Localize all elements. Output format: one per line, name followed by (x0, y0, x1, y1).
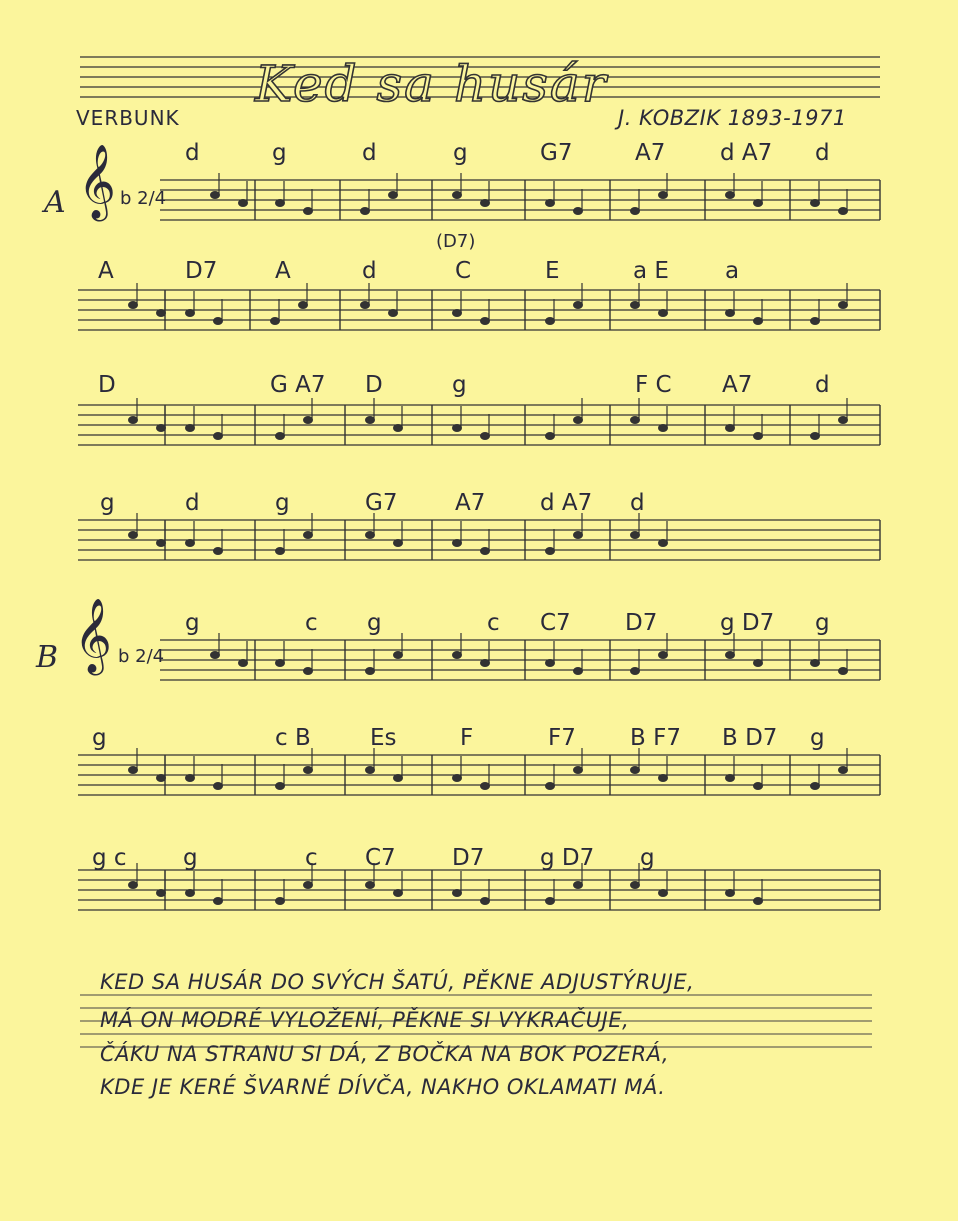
chord-symbol: g (452, 372, 467, 398)
notehead (754, 660, 763, 667)
notehead (726, 652, 735, 659)
section-label-a: A (44, 185, 66, 220)
chord-symbol: D7 (452, 845, 485, 871)
chord-symbol: F7 (548, 725, 576, 751)
notehead (157, 425, 166, 432)
notehead (574, 417, 583, 424)
notehead (546, 783, 555, 790)
chord-symbol: g D7 (540, 845, 595, 871)
chord-symbol: g (453, 140, 468, 166)
notehead (726, 775, 735, 782)
chord-symbol: g (92, 725, 107, 751)
chord-symbol: g c (92, 845, 127, 871)
notehead (754, 783, 763, 790)
chord-symbol: g (815, 610, 830, 636)
chord-symbol: Es (370, 725, 397, 751)
notehead (366, 767, 375, 774)
notehead (481, 200, 490, 207)
notehead (276, 433, 285, 440)
notehead (157, 890, 166, 897)
notehead (811, 200, 820, 207)
chord-symbol: g (183, 845, 198, 871)
notehead (394, 425, 403, 432)
notehead (186, 425, 195, 432)
notehead (546, 660, 555, 667)
notehead (453, 890, 462, 897)
notehead (214, 433, 223, 440)
notehead (276, 548, 285, 555)
section-label-b: B (36, 640, 59, 675)
notehead (726, 310, 735, 317)
notehead (659, 652, 668, 659)
chord-symbol: c B (275, 725, 311, 751)
notehead (574, 532, 583, 539)
notehead (129, 882, 138, 889)
notehead (304, 668, 313, 675)
notehead (276, 200, 285, 207)
chord-symbol: g (185, 610, 200, 636)
notehead (239, 200, 248, 207)
notehead (214, 783, 223, 790)
treble-clef-icon: 𝄞 (74, 599, 112, 673)
chord-symbol: c (487, 610, 500, 636)
chord-symbol: c (305, 610, 318, 636)
chord-symbol: D7 (625, 610, 658, 636)
notehead (481, 898, 490, 905)
notehead (211, 192, 220, 199)
chord-symbol: G7 (540, 140, 573, 166)
chord-symbol: d (362, 258, 377, 284)
notehead (304, 208, 313, 215)
notehead (361, 302, 370, 309)
chord-symbol: g (100, 490, 115, 516)
notehead (631, 767, 640, 774)
chord-symbol: G7 (365, 490, 398, 516)
notehead (453, 425, 462, 432)
notehead (754, 898, 763, 905)
notehead (157, 540, 166, 547)
notehead (394, 540, 403, 547)
notehead (394, 652, 403, 659)
notehead (304, 532, 313, 539)
notehead (839, 417, 848, 424)
lyric-line: KDE JE KERÉ ŠVARNÉ DÍVČA, NAKHO OKLAMATI MÁ. (100, 1075, 666, 1099)
chord-symbol: D7 (185, 258, 218, 284)
notehead (481, 433, 490, 440)
chord-symbol: d (185, 490, 200, 516)
notehead (839, 668, 848, 675)
chord-symbol: c (305, 845, 318, 871)
treble-clef-icon: 𝄞 (78, 145, 116, 219)
notehead (157, 775, 166, 782)
notehead (811, 318, 820, 325)
notehead (659, 890, 668, 897)
notehead (304, 417, 313, 424)
notehead (574, 882, 583, 889)
chord-symbol: B F7 (630, 725, 681, 751)
notehead (546, 200, 555, 207)
notehead (481, 318, 490, 325)
notehead (453, 652, 462, 659)
notehead (726, 425, 735, 432)
notehead (304, 882, 313, 889)
notehead (366, 417, 375, 424)
notehead (211, 652, 220, 659)
notehead (546, 318, 555, 325)
notehead (304, 767, 313, 774)
notehead (366, 882, 375, 889)
notehead (214, 548, 223, 555)
notehead (546, 433, 555, 440)
notehead (129, 417, 138, 424)
notehead (361, 208, 370, 215)
notehead (574, 767, 583, 774)
notehead (129, 767, 138, 774)
chord-symbol: d A7 (720, 140, 773, 166)
chord-symbol: d (185, 140, 200, 166)
chord-symbol: A7 (455, 490, 486, 516)
chord-symbol: A7 (635, 140, 666, 166)
notehead (366, 532, 375, 539)
notehead (186, 890, 195, 897)
chord-symbol: A (275, 258, 291, 284)
notehead (631, 417, 640, 424)
notehead (631, 302, 640, 309)
chord-symbol: F (460, 725, 474, 751)
notehead (299, 302, 308, 309)
chord-symbol: C7 (365, 845, 396, 871)
notehead (574, 302, 583, 309)
chord-symbol: B D7 (722, 725, 778, 751)
chord-symbol: d A7 (540, 490, 593, 516)
notehead (754, 318, 763, 325)
notehead (239, 660, 248, 667)
notehead (276, 660, 285, 667)
chord-symbol: d (630, 490, 645, 516)
chord-symbol: F C (635, 372, 672, 398)
notehead (453, 775, 462, 782)
notehead (389, 310, 398, 317)
chord-symbol: D (98, 372, 116, 398)
notehead (276, 783, 285, 790)
notehead (631, 532, 640, 539)
chord-symbol: g (272, 140, 287, 166)
chord-symbol: D (365, 372, 383, 398)
notehead (726, 192, 735, 199)
chord-symbol: a E (633, 258, 669, 284)
notehead (659, 540, 668, 547)
chord-symbol: d (815, 372, 830, 398)
notehead (546, 548, 555, 555)
notehead (214, 318, 223, 325)
notehead (839, 302, 848, 309)
notehead (453, 192, 462, 199)
notehead (754, 200, 763, 207)
notehead (481, 660, 490, 667)
notehead (481, 783, 490, 790)
composer-credit: J. KOBZIK 1893-1971 (618, 106, 847, 130)
chord-symbol: g (275, 490, 290, 516)
chord-symbol: d (362, 140, 377, 166)
notehead (659, 775, 668, 782)
notehead (631, 668, 640, 675)
notehead (157, 310, 166, 317)
notehead (366, 668, 375, 675)
chord-symbol: A (98, 258, 114, 284)
song-title: Ked sa husár (255, 55, 608, 113)
notehead (811, 783, 820, 790)
notehead (631, 208, 640, 215)
notehead (631, 882, 640, 889)
notehead (453, 540, 462, 547)
notehead (214, 898, 223, 905)
lyric-line: ČÁKU NA STRANU SI DÁ, Z BOČKA NA BOK POZERÁ, (100, 1042, 670, 1066)
notehead (271, 318, 280, 325)
chord-symbol: g (810, 725, 825, 751)
notehead (811, 433, 820, 440)
chord-symbol: a (725, 258, 740, 284)
notehead (394, 775, 403, 782)
notehead (276, 898, 285, 905)
notehead (129, 532, 138, 539)
notehead (574, 668, 583, 675)
lyric-line: KED SA HUSÁR DO SVÝCH ŠATÚ, PĚKNE ADJUSTÝRUJE, (100, 970, 695, 994)
notehead (574, 208, 583, 215)
notehead (754, 433, 763, 440)
chord-symbol: A7 (722, 372, 753, 398)
key-signature-a: b 2/4 (120, 188, 167, 209)
chord-symbol: C (455, 258, 472, 284)
chord-symbol: g D7 (720, 610, 775, 636)
notehead (394, 890, 403, 897)
chord-symbol: E (545, 258, 560, 284)
notehead (186, 310, 195, 317)
notehead (186, 540, 195, 547)
notehead (839, 767, 848, 774)
alternate-chord: (D7) (436, 231, 476, 252)
notehead (546, 898, 555, 905)
notehead (389, 192, 398, 199)
notehead (659, 192, 668, 199)
chord-symbol: g (367, 610, 382, 636)
notehead (659, 425, 668, 432)
notehead (659, 310, 668, 317)
notehead (453, 310, 462, 317)
chord-symbol: g (640, 845, 655, 871)
notehead (726, 890, 735, 897)
chord-symbol: d (815, 140, 830, 166)
notehead (811, 660, 820, 667)
notehead (129, 302, 138, 309)
key-signature-b: b 2/4 (118, 646, 165, 667)
lyric-line: MÁ ON MODRÉ VYLOŽENÍ, PĚKNE SI VYKRAČUJE, (100, 1008, 630, 1032)
notehead (481, 548, 490, 555)
chord-symbol: C7 (540, 610, 571, 636)
notehead (186, 775, 195, 782)
genre-label: VERBUNK (76, 106, 180, 130)
chord-symbol: G A7 (270, 372, 326, 398)
notehead (839, 208, 848, 215)
